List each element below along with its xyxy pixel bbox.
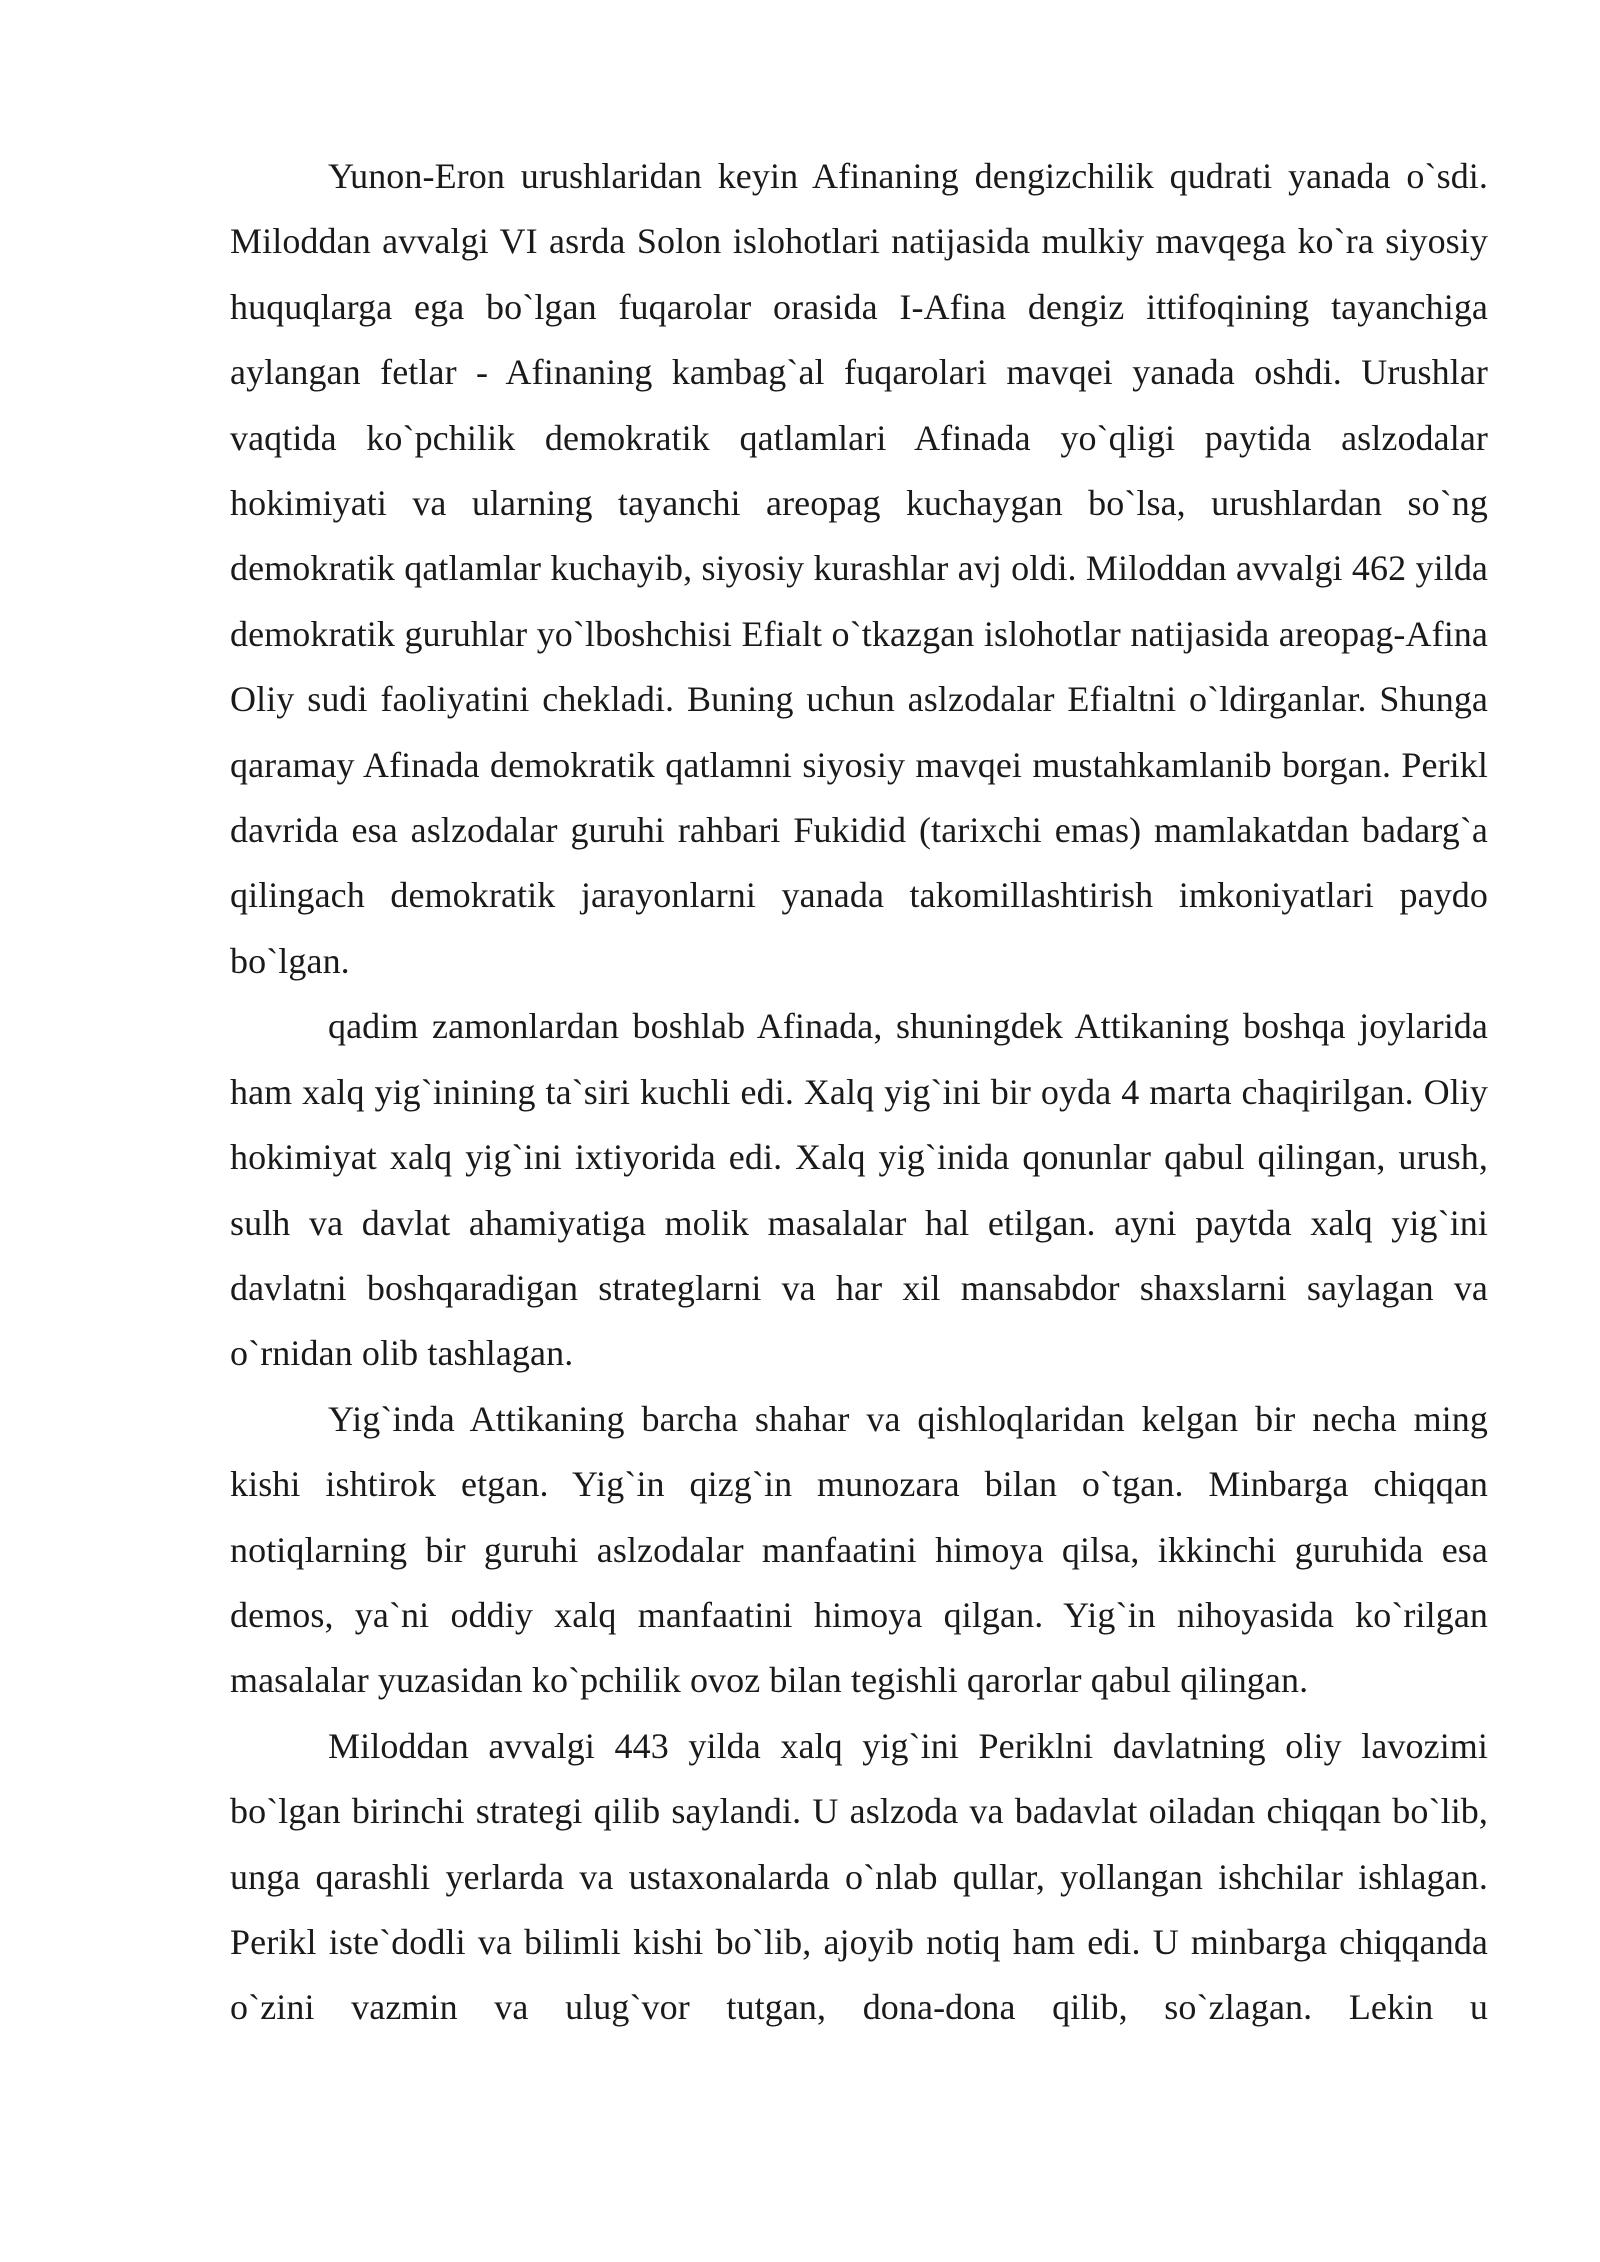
paragraph-3: Yig`inda Attikaning barcha shahar va qishloqlaridan kelgan bir necha ming kishi ishtirok etgan. Yig`in qizg`in munozara bilan o`tgan. Minbarga chiqqan notiqlarning bir guruhi aslzodalar manfaatini himoya qilsa, ikkinchi guruhida esa demos, ya`ni oddiy xalq manfaatini himoya qilgan. Yig`in nihoyasida ko`rilgan masalalar yuzasidan ko`pchilik ovoz bilan tegishli qarorlar qabul qilingan. (230, 1398, 1488, 1701)
text-column (230, 144, 1488, 2041)
paragraph-4: Miloddan avvalgi 443 yilda xalq yig`ini Periklni davlatning oliy lavozimi bo`lgan birinchi strategi qilib saylandi. U aslzoda va badavlat oiladan chiqqan bo`lib, unga qarashli yerlarda va ustaxonalarda o`nlab qullar, yollangan ishchilar ishlagan. Perikl iste`dodli va bilimli kishi bo`lib, ajoyib notiq ham edi. U minbarga chiqqanda o`zini vazmin va ulug`vor tutgan, dona-dona qilib, so`zlagan. Lekin u (230, 1725, 1488, 2028)
paragraph-2: qadim zamonlardan boshlab Afinada, shuningdek Attikaning boshqa joylarida ham xalq yig`inining ta`siri kuchli edi. Xalq yig`ini bir oyda 4 marta chaqirilgan. Oliy hokimiyat xalq yig`ini ixtiyorida edi. Xalq yig`inida qonunlar qabul qilingan, urush, sulh va davlat ahamiyatiga molik masalalar hal etilgan. ayni paytda xalq yig`ini davlatni boshqaradigan strateglarni va har xil mansabdor shaxslarni saylagan va o`rnidan olib tashlagan. (230, 1006, 1488, 1374)
paragraph-1: Yunon-Eron urushlaridan keyin Afinaning dengizchilik qudrati yanada o`sdi. Miloddan avvalgi VI asrda Solon islohotlari natijasida mulkiy mavqega ko`ra siyosiy huquqlarga ega bo`lgan fuqarolar orasida I-Afina dengiz ittifoqining tayanchiga aylangan fetlar - Afinaning kambag`al fuqarolari mavqei yanada oshdi. Urushlar vaqtida ko`pchilik demokratik qatlamlari Afinada yo`qligi paytida aslzodalar hokimiyati va ularning tayanchi areopag kuchaygan bo`lsa, urushlardan so`ng demokratik qatlamlar kuchayib, siyosiy kurashlar avj oldi. Miloddan avvalgi 462 yilda demokratik guruhlar yo`lboshchisi Efialt o`tkazgan islohotlar natijasida areopag-Afina Oliy sudi faoliyatini chekladi. Buning uchun aslzodalar Efialtni o`ldirganlar. Shunga qaramay Afinada demokratik qatlamni siyosiy mavqei mustahkamlanib borgan. Perikl davrida esa aslzodalar guruhi rahbari Fukidid (tarixchi emas) mamlakatdan badarg`a qilingach demokratik jarayonlarni yanada takomillashtirish imkoniyatlari paydo bo`lgan. (230, 156, 1488, 981)
